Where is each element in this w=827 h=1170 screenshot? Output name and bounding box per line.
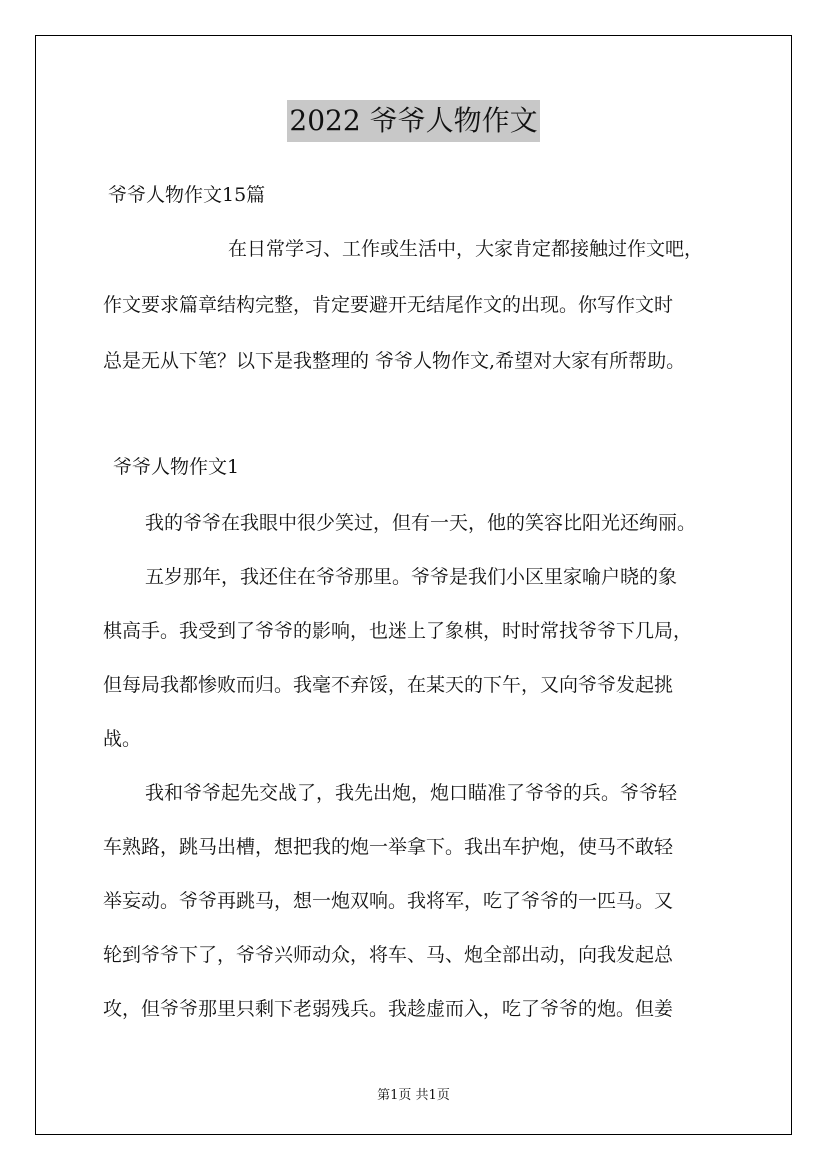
title-container [0, 100, 827, 142]
intro-line: 作文要求篇章结构完整，肯定要避开无结尾作文的出现。你写作文时 [103, 294, 674, 316]
intro-line: 总是无从下笔？以下是我整理的 爷爷人物作文,希望对大家有所帮助。 [103, 350, 686, 372]
document-title: 2022 爷爷人物作文 [287, 100, 539, 142]
body-line: 战。 [103, 728, 142, 750]
body-line: 车熟路，跳马出槽，想把我的炮一举拿下。我出车护炮，使马不敢轻 [103, 836, 674, 858]
page-footer: 第1页 共1页 [377, 1088, 450, 1103]
body-line: 轮到爷爷下了，爷爷兴师动众，将车、马、炮全部出动，向我发起总 [103, 944, 674, 966]
intro-line: 在日常学习、工作或生活中，大家肯定都接触过作文吧， [228, 238, 704, 260]
body-line: 我和爷爷起先交战了，我先出炮，炮口瞄准了爷爷的兵。爷爷轻 [145, 782, 678, 804]
body-line: 我的爷爷在我眼中很少笑过，但有一天，他的笑容比阳光还绚丽。 [145, 512, 697, 534]
body-line: 举妄动。爷爷再跳马，想一炮双响。我将军，吃了爷爷的一匹马。又 [103, 890, 674, 912]
section-heading: 爷爷人物作文1 [113, 456, 240, 478]
body-line: 五岁那年，我还住在爷爷那里。爷爷是我们小区里家喻户晓的象 [145, 566, 678, 588]
body-line: 攻，但爷爷那里只剩下老弱残兵。我趁虚而入，吃了爷爷的炮。但姜 [103, 998, 674, 1020]
document-subtitle: 爷爷人物作文15篇 [108, 184, 266, 206]
body-line: 棋高手。我受到了爷爷的影响，也迷上了象棋，时时常找爷爷下几局， [103, 620, 693, 642]
body-line: 但每局我都惨败而归。我毫不弃馁，在某天的下午，又向爷爷发起挑 [103, 674, 674, 696]
